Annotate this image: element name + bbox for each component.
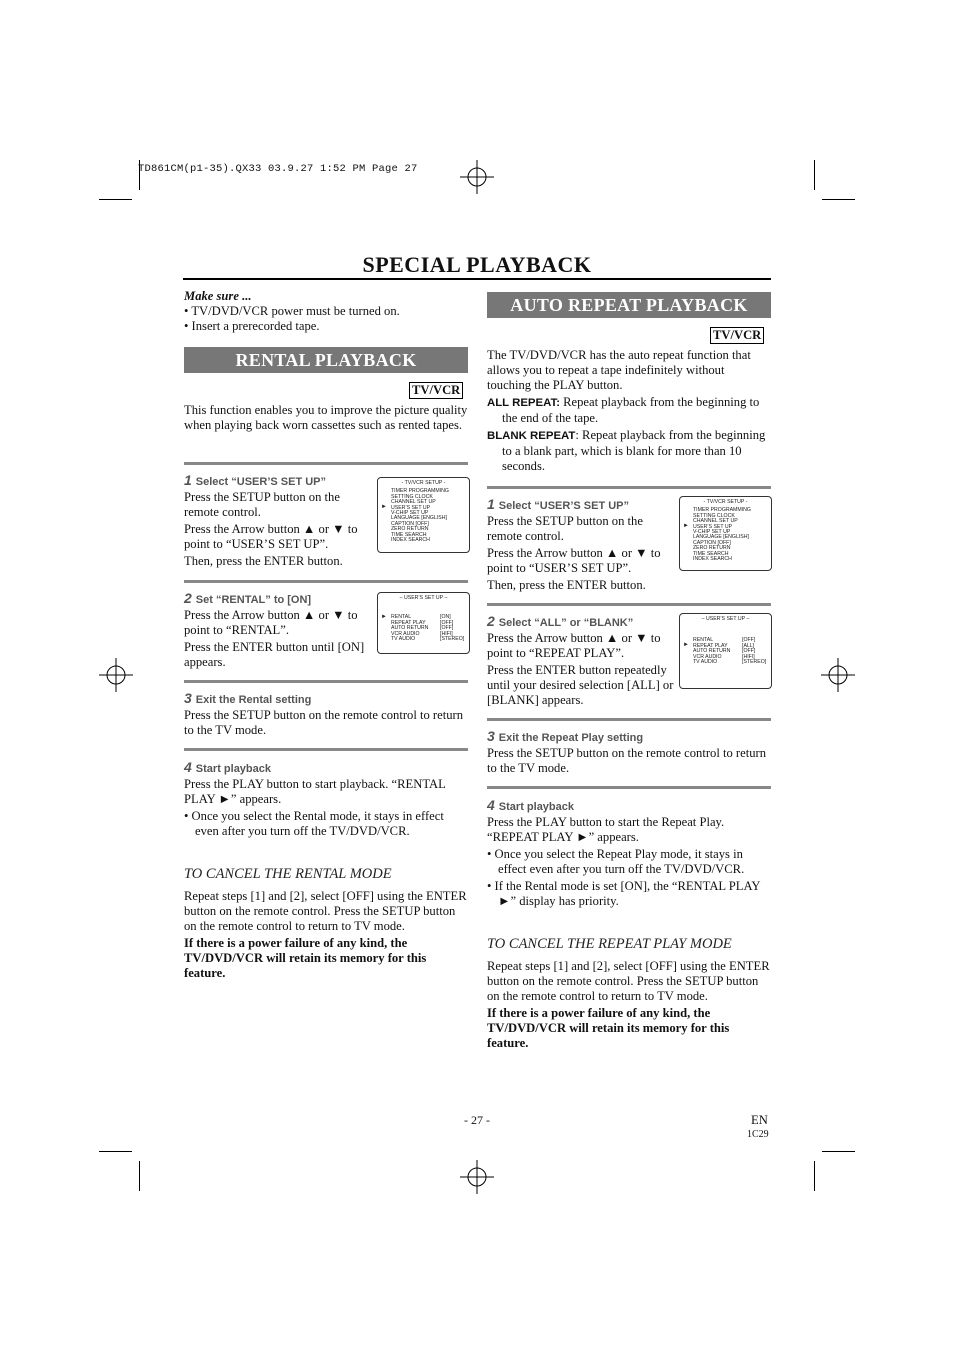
blank-repeat-desc: BLANK REPEAT: Repeat playback from the beginning to a blank part, which is blank for more than 10 seconds. <box>487 428 766 473</box>
step-heading: 2 Set “RENTAL” to [ON] <box>184 590 312 606</box>
rental-power-note: If there is a power failure of any kind, the TV/DVD/VCR will retain its memory for this feature. <box>184 936 427 980</box>
crop-mark <box>822 199 855 200</box>
repeat-cancel-heading: TO CANCEL THE REPEAT PLAY MODE <box>487 936 732 952</box>
make-sure-item: • Insert a prerecorded tape. <box>184 319 320 333</box>
rental-cancel-block <box>184 866 468 981</box>
registration-mark-icon <box>460 1160 494 1194</box>
step-text: Press the SETUP button on the remote control. <box>487 514 643 543</box>
step-text: Then, press the ENTER button. <box>487 578 646 592</box>
rental-intro-block <box>184 403 468 433</box>
rental-banner: RENTAL PLAYBACK <box>184 347 468 373</box>
repeat-power-note: If there is a power failure of any kind, the TV/DVD/VCR will retain its memory for this feature. <box>487 1006 730 1050</box>
step-text: Press the PLAY button to start playback. “RENTAL PLAY ►” appears. <box>184 777 446 806</box>
step-text: Press the Arrow button ▲ or ▼ to point to “REPEAT PLAY”. <box>487 631 661 660</box>
step-text: Press the ENTER button until [ON] appears. <box>184 640 365 669</box>
step-divider <box>184 748 468 751</box>
file-header: TD861CM(p1-35).QX33 03.9.27 1:52 PM Page 27 <box>138 163 418 175</box>
crop-mark <box>814 1161 815 1191</box>
make-sure-item: • TV/DVD/VCR power must be turned on. <box>184 304 400 318</box>
step-text: Press the SETUP button on the remote control. <box>184 490 340 519</box>
registration-mark-icon <box>460 160 494 194</box>
repeat-intro-block <box>487 348 771 474</box>
page-title: SPECIAL PLAYBACK <box>362 252 592 277</box>
rental-cancel-text: Repeat steps [1] and [2], select [OFF] using the ENTER button on the remote control. Press the SETUP button on the remote control to return to TV mode. <box>184 889 467 933</box>
step-heading: 3 Exit the Rental setting <box>184 690 312 706</box>
left-column <box>184 289 468 334</box>
step-heading: 3 Exit the Repeat Play setting <box>487 728 644 744</box>
repeat-banner: AUTO REPEAT PLAYBACK <box>487 292 771 318</box>
cursor-arrow-icon: ► <box>683 523 689 530</box>
tv-vcr-setup-screen: - TV/VCR SETUP - ► TIMER PROGRAMMING SETTING CLOCK CHANNEL SET UP USER’S SET UP V-CHIP SET UP LANGUAGE [ENGLISH] CAPTION [OFF] ZERO RETURN TIME SEARCH INDEX SEARCH <box>377 477 470 553</box>
crop-mark <box>814 160 815 190</box>
cursor-arrow-icon: ► <box>381 504 387 511</box>
doc-code: 1C29 <box>747 1129 769 1140</box>
step-text: Press the PLAY button to start the Repeat Play. “REPEAT PLAY ►” appears. <box>487 815 725 844</box>
step-text: Then, press the ENTER button. <box>184 554 343 568</box>
crop-mark <box>139 1161 140 1191</box>
repeat-step-4 <box>487 790 771 909</box>
all-repeat-desc: ALL REPEAT: Repeat playback from the beginning to the end of the tape. <box>487 395 760 425</box>
step-text: Press the SETUP button on the remote control to return to the TV mode. <box>184 708 463 737</box>
rental-intro: This function enables you to improve the picture quality when playing back worn cassettes such as rented tapes. <box>184 403 468 432</box>
language-code: EN <box>751 1113 768 1127</box>
repeat-cancel-text: Repeat steps [1] and [2], select [OFF] using the ENTER button on the remote control. Press the SETUP button on the remote control to return to TV mode. <box>487 959 770 1003</box>
cursor-arrow-icon: ► <box>683 642 689 649</box>
step-bullet: • Once you select the Repeat Play mode, it stays in effect even after you turn off the TV/DVD/VCR. <box>487 847 745 876</box>
step-heading: 1 Select “USER’S SET UP” <box>184 472 327 488</box>
rental-step-3 <box>184 683 468 738</box>
crop-mark <box>822 1151 855 1152</box>
repeat-step-3 <box>487 721 771 776</box>
step-heading: 1 Select “USER’S SET UP” <box>487 496 630 512</box>
registration-mark-icon <box>821 658 855 692</box>
step-heading: 4 Start playback <box>184 759 271 775</box>
title-rule <box>183 278 771 280</box>
repeat-badge: TV/VCR <box>710 327 764 344</box>
repeat-intro: The TV/DVD/VCR has the auto repeat function that allows you to repeat a tape indefinitely without touching the PLAY button. <box>487 348 751 392</box>
step-text: Press the SETUP button on the remote control to return to the TV mode. <box>487 746 766 775</box>
make-sure-heading: Make sure ... <box>184 289 252 303</box>
repeat-cancel-block <box>487 936 771 1051</box>
step-text: Press the Arrow button ▲ or ▼ to point to “USER’S SET UP”. <box>487 546 661 575</box>
step-text: Press the Arrow button ▲ or ▼ to point to “USER’S SET UP”. <box>184 522 358 551</box>
step-bullet: • If the Rental mode is set [ON], the “RENTAL PLAY ►” display has priority. <box>487 879 761 908</box>
rental-badge: TV/VCR <box>409 382 463 399</box>
page-number: - 27 - <box>464 1113 490 1127</box>
step-bullet: • Once you select the Rental mode, it stays in effect even after you turn off the TV/DVD/VCR. <box>184 809 444 838</box>
repeat-user-setup-screen: – USER’S SET UP – ► RENTAL [OFF] REPEAT PLAY [ALL] AUTO RETURN [OFF] VCR AUDIO [HIFI] TV AUDIO [STEREO] <box>679 613 772 689</box>
cursor-arrow-icon: ► <box>381 614 387 621</box>
crop-mark <box>99 199 132 200</box>
step-divider <box>487 786 771 789</box>
step-text: Press the Arrow button ▲ or ▼ to point to “RENTAL”. <box>184 608 358 637</box>
registration-mark-icon <box>99 658 133 692</box>
tv-vcr-setup-screen: - TV/VCR SETUP - ► TIMER PROGRAMMING SETTING CLOCK CHANNEL SET UP USER’S SET UP V-CHIP SET UP LANGUAGE [ENGLISH] CAPTION [OFF] ZERO RETURN TIME SEARCH INDEX SEARCH <box>679 496 772 571</box>
step-text: Press the ENTER button repeatedly until your desired selection [ALL] or [BLANK] appears. <box>487 663 674 707</box>
step-heading: 4 Start playback <box>487 797 574 813</box>
rental-cancel-heading: TO CANCEL THE RENTAL MODE <box>184 866 392 882</box>
rental-user-setup-screen: – USER’S SET UP – ► RENTAL [ON] REPEAT PLAY [OFF] AUTO RETURN [OFF] VCR AUDIO [HIFI] TV AUDIO [STEREO] <box>377 592 470 654</box>
crop-mark <box>99 1151 132 1152</box>
step-heading: 2 Select “ALL” or “BLANK” <box>487 613 634 629</box>
rental-step-4 <box>184 752 468 839</box>
